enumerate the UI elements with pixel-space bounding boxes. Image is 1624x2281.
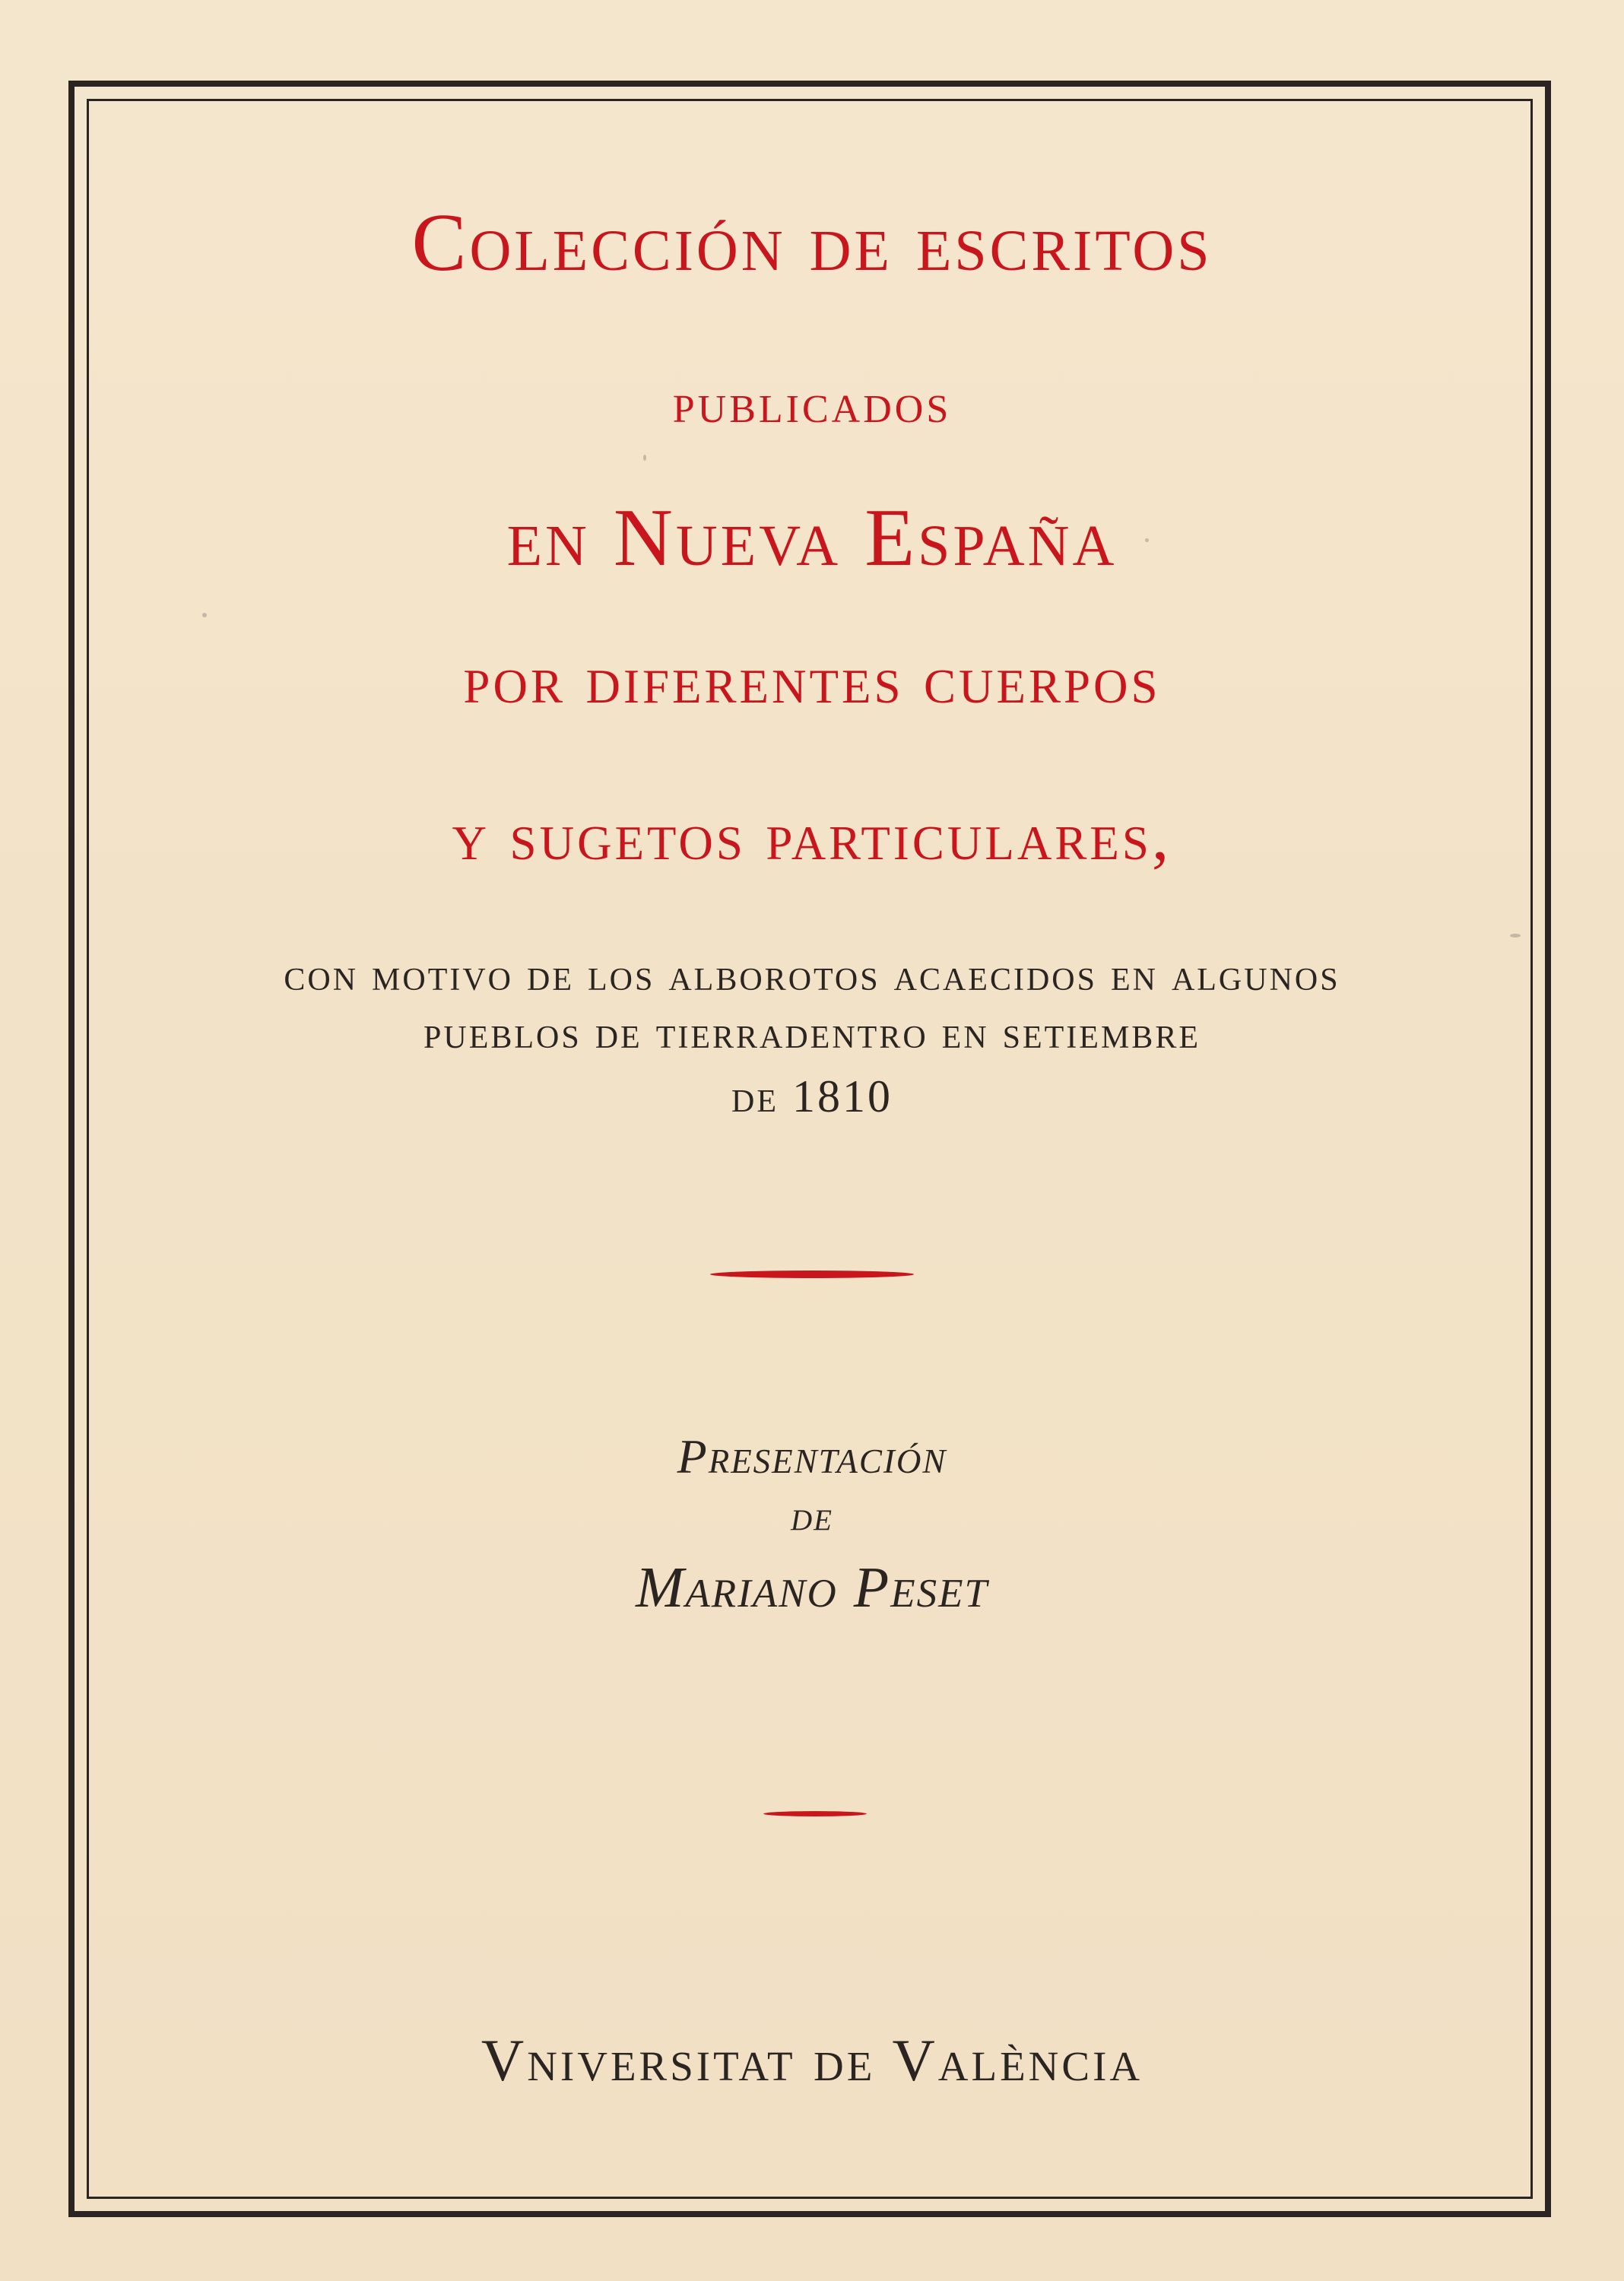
subtitle-line-2: pueblos de tierradentro en setiembre xyxy=(423,1007,1201,1058)
subtitle-line-3: de 1810 xyxy=(731,1071,893,1121)
title-line-4: por diferentes cuerpos xyxy=(463,642,1161,718)
red-ornamental-rule-bottom xyxy=(763,1811,867,1816)
subtitle-line-1: con motivo de los alborotos acaecidos en algunos xyxy=(284,950,1340,1000)
red-ornamental-rule-top xyxy=(710,1271,914,1278)
paper-speck xyxy=(1145,538,1149,542)
presentation-label: Presentación xyxy=(677,1429,947,1483)
author-name: Mariano Peset xyxy=(636,1556,988,1620)
paper-speck xyxy=(1510,934,1521,937)
publisher-name: Vniversitat de València xyxy=(481,2027,1143,2093)
paper-speck xyxy=(202,613,207,617)
presentation-de: de xyxy=(791,1493,833,1540)
title-line-3: en Nueva España xyxy=(506,493,1118,583)
title-line-2: publicados xyxy=(672,373,952,435)
paper-speck xyxy=(643,455,646,461)
title-line-1: Colección de escritos xyxy=(411,198,1213,288)
title-line-5: y sugetos particulares, xyxy=(452,799,1172,874)
